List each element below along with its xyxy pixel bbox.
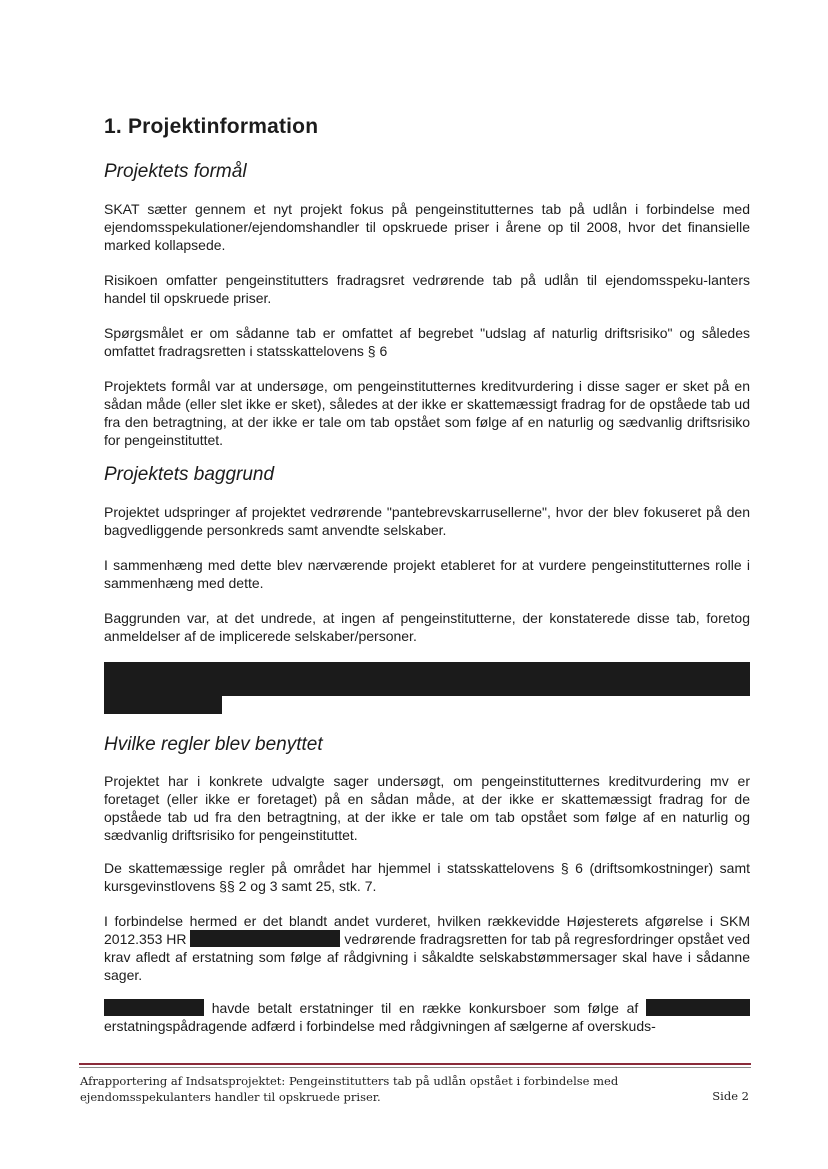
paragraph: Baggrunden var, at det undrede, at ingen af pengeinstitutterne, der konstaterede disse tab, foretog anmeldelser af de implicerede selskaber/personer. (104, 610, 750, 644)
redaction (646, 999, 750, 1016)
footer-line: ejendomsspekulanters handler til opskruede priser. (80, 1090, 381, 1104)
paragraph: Projektet har i konkrete udvalgte sager undersøgt, om pengeinstitutternes kreditvurdering mv er foretaget (eller ikke er foretaget) på en sådan måde, at der ikke er skattemæssigt fradrag for de opståede tab ud fra den betragtning, at der ikke er tale om tab opstået som følge af en naturlig og sædvanlig driftsrisiko for pengeinstituttet. (104, 773, 750, 843)
redaction-block (104, 662, 750, 696)
footer-rule (79, 1063, 751, 1065)
paragraph: Risikoen omfatter pengeinstitutters fradragsret vedrørende tab på udlån til ejendomsspeku-lanters handel til opskruede priser. (104, 272, 750, 306)
paragraph: Projektets formål var at undersøge, om pengeinstitutternes kreditvurdering i disse sager er sket på en sådan måde (eller slet ikke er sket), således at der ikke er skattemæssigt fradrag for de opståede tab ud fra den betragtning, at der ikke er tale om tab opstået som følge af en naturlig og sædvanlig driftsrisiko for pengeinstituttet. (104, 378, 750, 448)
footer-text (80, 1073, 640, 1105)
paragraph: De skattemæssige regler på området har hjemmel i statsskattelovens § 6 (driftsomkostninger) samt kursgevinstlovens §§ 2 og 3 samt 25, stk. 7. (104, 860, 750, 894)
section-title-baggrund: Projektets baggrund (104, 464, 275, 485)
paragraph (104, 999, 750, 1035)
paragraph-text: I forbindelse hermed er det blandt andet vurderet, hvilken rækkevidde Højesterets afgørelse i SKM 2012.353 HR (104, 913, 750, 947)
page-number: Side 2 (712, 1089, 749, 1103)
paragraph-text: erstatningspådragende adfærd i forbindelse med rådgivningen af sælgerne af overskuds- (104, 1018, 656, 1034)
paragraph: Spørgsmålet er om sådanne tab er omfattet af begrebet "udslag af naturlig driftsrisiko" og således omfattet fradragsretten i statsskattelovens § 6 (104, 325, 750, 359)
paragraph: SKAT sætter gennem et nyt projekt fokus på pengeinstitutternes tab på udlån i forbindelse med ejendomsspekulationer/ejendomshandler til opskruede priser i årene op til 2008, hvor det finansielle marked kollapsede. (104, 201, 750, 253)
section-title-formaal: Projektets formål (104, 161, 247, 182)
paragraph-text: havde betalt erstatninger til en række konkursboer som følge af (211, 1000, 639, 1016)
footer-rule (79, 1067, 751, 1068)
page-heading: 1. Projektinformation (104, 115, 319, 138)
redaction (190, 930, 340, 947)
section-title-regler: Hvilke regler blev benyttet (104, 734, 323, 755)
paragraph: Projektet udspringer af projektet vedrørende "pantebrevskarrusellerne", hvor der blev fokuseret på den bagvedliggende personkreds samt anvendte selskaber. (104, 504, 750, 538)
footer-line: Afrapportering af Indsatsprojektet: Pengeinstitutters tab på udlån opstået i forbindelse med (80, 1074, 619, 1088)
paragraph (104, 912, 750, 984)
redaction-block (104, 696, 222, 714)
redaction (104, 999, 204, 1016)
paragraph-text: vedrørende fradragsretten for tab på regresfordringer opstået ved krav afledt af erstatning som følge af rådgivning i såkaldte selskabstømmersager skal have i sådanne sager. (104, 931, 750, 983)
paragraph: I sammenhæng med dette blev nærværende projekt etableret for at vurdere pengeinstitutternes rolle i sammenhæng med dette. (104, 557, 750, 591)
